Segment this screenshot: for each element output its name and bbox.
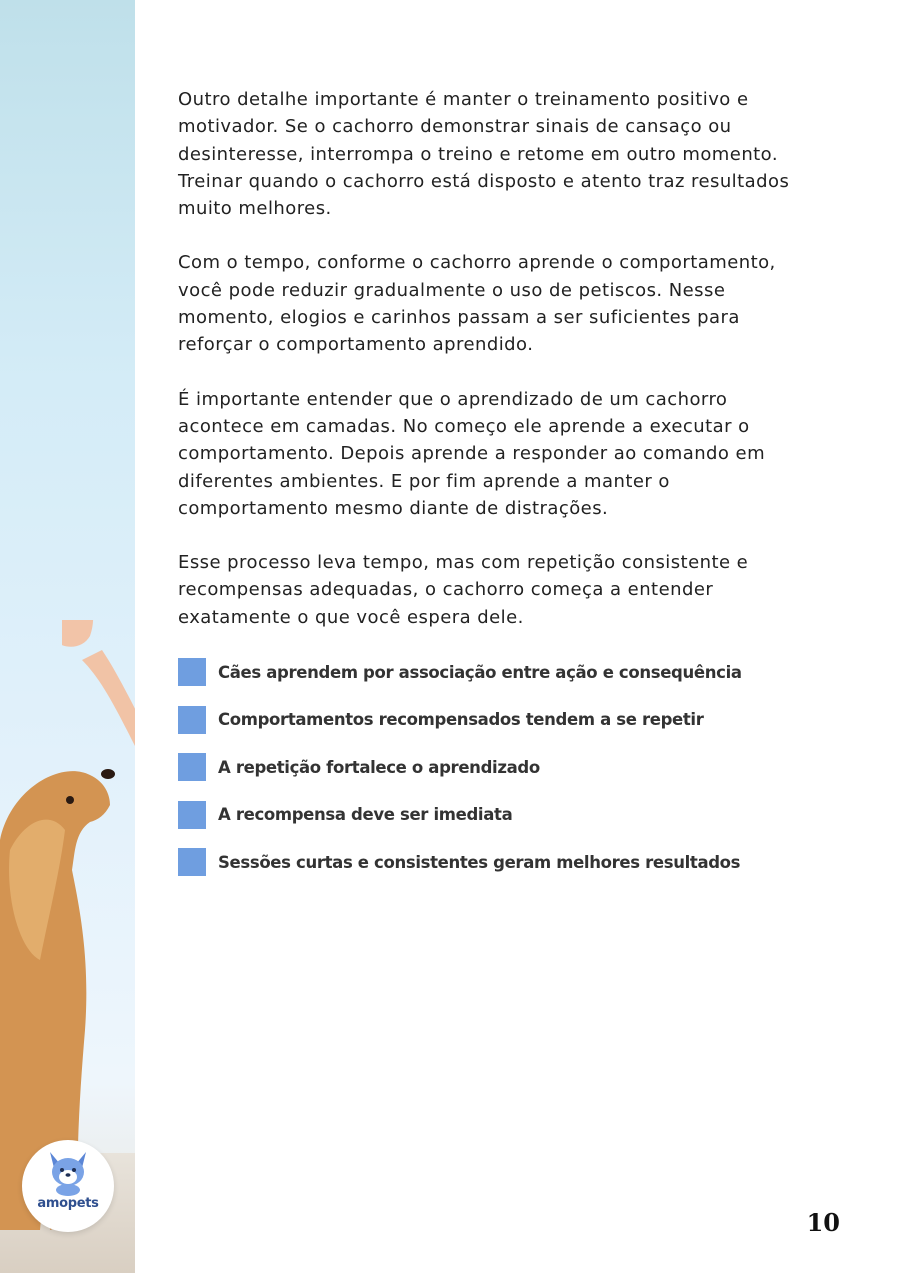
page-number: 10: [806, 1208, 840, 1237]
paragraph: Outro detalhe importante é manter o treinamento positivo e motivador. Se o cachorro demonstrar sinais de cansaço ou desinteresse, interrompa o treino e retome em outro momento. Treinar quando o cachorro está disposto e atento traz resultados muito melhores.: [178, 89, 790, 220]
bullet-text: Cães aprendem por associação entre ação e consequência: [218, 662, 742, 682]
bullet-text: Comportamentos recompensados tendem a se repetir: [218, 710, 704, 730]
bullet-list: [178, 658, 818, 876]
paragraph: Com o tempo, conforme o cachorro aprende o comportamento, você pode reduzir gradualmente o uso de petiscos. Nesse momento, elogios e carinhos passam a ser suficientes para reforçar o comportamento aprendido.: [178, 252, 776, 356]
bullet-text: A recompensa deve ser imediata: [218, 805, 513, 825]
amopets-logo-badge: [22, 1140, 114, 1232]
paragraph: É importante entender que o aprendizado de um cachorro acontece em camadas. No começo ele aprende a executar o comportamento. Depois aprende a responder ao comando em diferentes ambientes. E por fim aprende a manter o comportamento mesmo diante de distrações.: [178, 388, 766, 519]
square-bullet-icon: [178, 848, 206, 876]
bullet-text: A repetição fortalece o aprendizado: [218, 757, 540, 777]
bullet-text: Sessões curtas e consistentes geram melhores resultados: [218, 852, 741, 872]
list-item: [178, 801, 818, 829]
paragraph: Esse processo leva tempo, mas com repetição consistente e recompensas adequadas, o cachorro começa a entender exatamente o que você espera dele.: [178, 552, 749, 628]
list-item: [178, 848, 818, 876]
dog-logo-icon: [42, 1148, 94, 1196]
main-content: [178, 86, 818, 896]
list-item: [178, 753, 818, 781]
list-item: [178, 658, 818, 686]
square-bullet-icon: [178, 658, 206, 686]
logo-text: amopets: [37, 1196, 99, 1211]
list-item: [178, 706, 818, 734]
square-bullet-icon: [178, 801, 206, 829]
side-photo-panel: [0, 0, 135, 1273]
square-bullet-icon: [178, 706, 206, 734]
square-bullet-icon: [178, 753, 206, 781]
human-arm-fist-image: [62, 620, 135, 780]
